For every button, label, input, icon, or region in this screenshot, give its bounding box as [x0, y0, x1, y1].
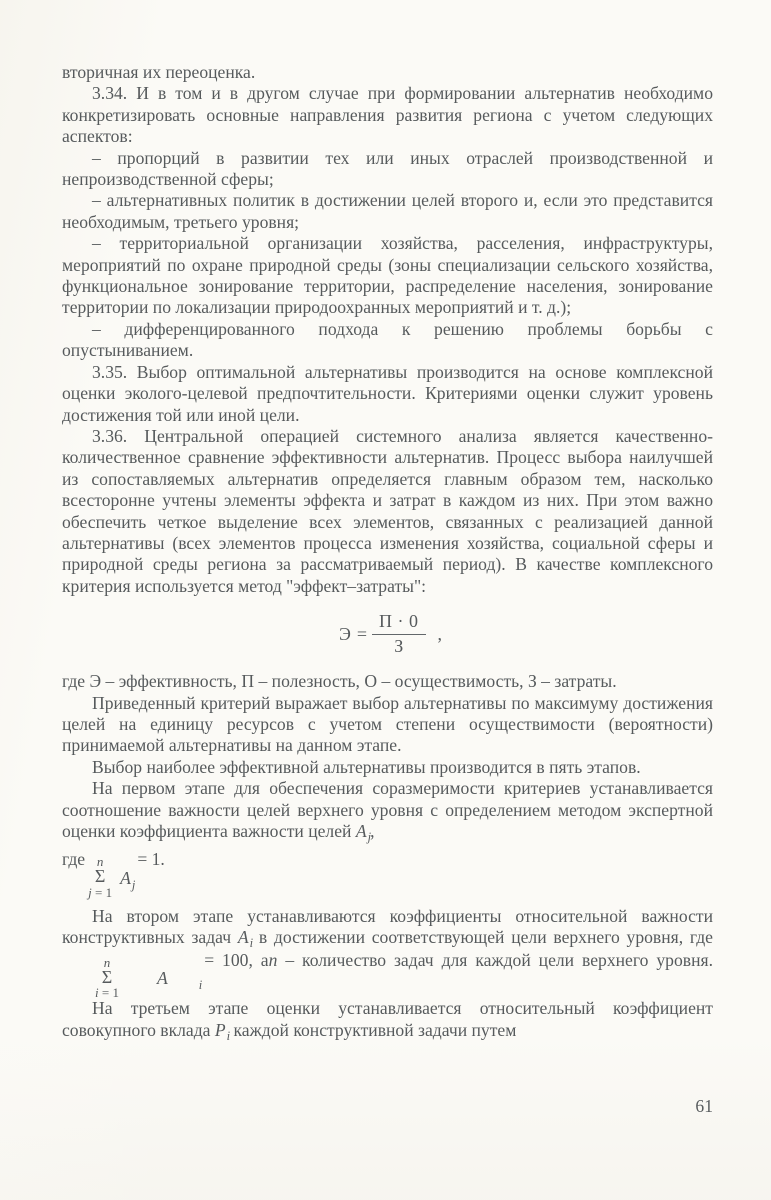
- variable-a-i: [237, 926, 254, 950]
- summation-2-lower-limit: [65, 986, 119, 999]
- paragraph-15-text: На третьем этапе оценки устанавливается относительный коэффициент совокупного вклада: [62, 998, 713, 1040]
- variable-a-i-symbol: A: [237, 926, 249, 947]
- paragraph-10-criterion: Приведенный критерий выражает выбор альтернативы по максимуму достижения целей на единицу ресурсов с учетом степени осуществимости (вероятности) принимаемой альтернативы на данном этапе.: [62, 692, 713, 756]
- summation-2-term: [127, 968, 203, 993]
- formula-expression: [339, 611, 442, 657]
- spacer-after-sum-1: [62, 898, 713, 906]
- paragraph-15-tail: каждой конструктивной задачи путем: [229, 1019, 517, 1040]
- page-text-body: [62, 62, 713, 1043]
- paragraph-4-bullet-alternatives: – альтернативных политик в достижении целей второго и, если это представится необходимым, третьего уровня;: [62, 190, 713, 232]
- variable-a-j: [355, 821, 372, 844]
- summation-1-upper-limit: n: [96, 854, 104, 870]
- variable-p-i-symbol: P: [214, 1019, 226, 1040]
- formula-line-sum-1: [62, 844, 713, 900]
- paragraph-15-stage-three: [62, 998, 713, 1043]
- summation-2-core: [65, 956, 119, 999]
- formula-denominator: З: [394, 635, 404, 656]
- page-number: 61: [695, 1096, 713, 1116]
- paragraph-14-tail: – количество задач для каждой цели верхнего уровня.: [277, 950, 713, 971]
- summation-2: [65, 957, 201, 1000]
- summation-2-upper-limit: n: [103, 955, 111, 971]
- variable-a-j-subscript: j: [367, 830, 372, 844]
- paragraph-9-legend: где Э – эффективность, П – полезность, О – осуществимость, З – затраты.: [62, 671, 617, 692]
- summation-1-term-symbol: A: [120, 867, 131, 888]
- paragraph-11-five-stages: Выбор наиболее эффективной альтернативы производится в пять этапов.: [92, 756, 641, 777]
- summation-2-term-symbol: A: [156, 968, 168, 989]
- variable-a-j-symbol: A: [355, 821, 367, 841]
- summation-1-lower-value: = 1: [94, 884, 113, 900]
- summation-2-lower-index: i: [95, 985, 99, 1001]
- summation-1-term-subscript: j: [131, 877, 136, 892]
- paragraph-8-item-3-36: 3.36. Центральной операцией системного анализа является качественно-количественное сравнение эффективности альтернатив. Процесс выбора наилучшей из сопоставляемых альтернатив определяется главным образом тем, насколько всесторонне учтены элементы эффекта и затрат в каждом из них. При этом важно обеспечить четкое выделение всех элементов, связанных с реализацией данной альтернативы (всех элементов процесса изменения хозяйства, социальной сферы и природной среды региона за рассматриваемый период). В качестве комплексного критерия используется метод "эффект–затраты":: [62, 425, 713, 596]
- summation-1-core: [88, 855, 112, 898]
- summation-1-lower-limit: [88, 886, 112, 899]
- summation-2-result: = 100, а: [204, 950, 269, 971]
- summation-1: [88, 856, 134, 899]
- paragraph-6-bullet-differentiated: – дифференцированного подхода к решению проблемы борьбы с опустыниванием.: [62, 318, 713, 361]
- sigma-icon: Σ: [94, 866, 106, 887]
- paragraph-2-item-3-34: 3.34. И в том и в другом случае при формировании альтернатив необходимо конкретизировать основные направления развития региона с учетом следующих аспектов:: [62, 83, 713, 147]
- paragraph-3-bullet-proportions: – пропорций в развитии тех или иных отраслей производственной и непроизводственной сферы;: [62, 147, 713, 190]
- formula-trailing-comma: ,: [437, 623, 443, 644]
- variable-p-i: [214, 1019, 231, 1043]
- summation-1-term: [120, 863, 134, 893]
- paragraph-5-bullet-territorial: – территориальной организации хозяйства, расселения, инфраструктуры, мероприятий по охране природной среды (зоны специализации сельского хозяйства, функциональное зонирование территории, распределение населения, зонирование территории по локализации природоохранных мероприятий и т. д.);: [62, 233, 713, 318]
- display-formula-effect-cost: [62, 597, 713, 671]
- variable-a-i-subscript: i: [249, 935, 254, 950]
- formula-numerator: П · 0: [379, 611, 419, 632]
- paragraph-14-stage-two: [62, 906, 713, 999]
- variable-n: n: [268, 950, 278, 971]
- paragraph-14-text: На втором этапе устанавливаются коэффициенты относительной важности конструктивных задач: [62, 905, 713, 947]
- summation-1-result: = 1.: [137, 849, 165, 870]
- paragraph-12-tail: ,: [370, 821, 375, 841]
- paragraph-7-item-3-35: 3.35. Выбор оптимальной альтернативы производится на основе комплексной оценки эколого-целевой предпочтительности. Критериями оценки служит уровень достижения той или иной цели.: [62, 361, 713, 425]
- variable-p-i-subscript: i: [226, 1028, 231, 1043]
- paragraph-1: вторичная их переоценка.: [62, 62, 256, 82]
- summation-1-lower-index: j: [88, 884, 92, 900]
- formula-equals: =: [356, 623, 368, 644]
- paragraph-14-mid: в достижении соответствующей цели верхнего уровня, где: [252, 926, 713, 947]
- summation-2-term-subscript: i: [198, 978, 203, 993]
- paragraph-12-stage-one: [62, 778, 713, 844]
- formula-lhs: Э: [339, 623, 351, 644]
- paragraph-12-text: На первом этапе для обеспечения соразмеримости критериев устанавливается соотношение важности целей верхнего уровня с определением методом экспертной оценки коэффициента важности целей: [62, 778, 713, 841]
- formula-fraction: [372, 611, 426, 657]
- summation-2-lower-value: = 1: [101, 985, 119, 1001]
- sum-1-prefix: где: [62, 849, 86, 870]
- sigma-icon: Σ: [101, 967, 113, 988]
